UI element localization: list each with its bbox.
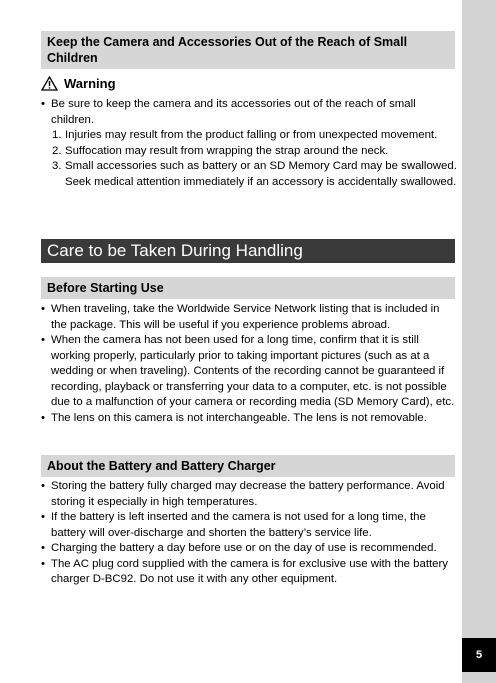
section-heading-handling: Care to be Taken During Handling <box>41 239 455 263</box>
list-item: 1. Injuries may result from the product falling or from unexpected movement. <box>52 129 438 141</box>
subsection-heading-before-use: Before Starting Use <box>41 277 455 299</box>
list-item: 3. Small accessories such as battery or an SD Memory Card may be swallowed. Seek medical attention immediately if an accessory is accidentally swallowed. <box>52 160 457 188</box>
list-item: • The AC plug cord supplied with the camera is for exclusive use with the battery charger D-BC92. Do not use it with any other equipment. <box>41 557 448 585</box>
subsection-heading-battery: About the Battery and Battery Charger <box>41 455 455 477</box>
section-heading-reach: Keep the Camera and Accessories Out of the Reach of Small Children <box>41 31 455 69</box>
list-item: • If the battery is left inserted and the camera is not used for a long time, the battery will over-discharge and shorten the battery’s service life. <box>41 511 426 539</box>
warning-label <box>41 76 116 91</box>
list-item: • Charging the battery a day before use or on the day of use is recommended. <box>41 542 437 554</box>
before-use-list <box>41 302 457 426</box>
list-item: 2. Suffocation may result from wrapping the strap around the neck. <box>52 144 389 157</box>
warning-text: Warning <box>64 76 116 91</box>
list-item: • When traveling, take the Worldwide Service Network listing that is included in the package. This will be useful if you experience problems abroad. <box>41 303 440 331</box>
list-item: • The lens on this camera is not interchangeable. The lens is not removable. <box>41 411 427 424</box>
warning-icon <box>41 76 58 91</box>
list-item: • Be sure to keep the camera and its accessories out of the reach of small children. <box>41 98 416 126</box>
list-item: • When the camera has not been used for a long time, confirm that it is still working properly, particularly prior to taking important pictures (such as at a wedding or when traveling). Contents of the recording cannot be guaranteed if recording, playback or transferring your data to a computer, etc. is not possible due to a malfunction of your camera or recording media (SD Memory Card), etc. <box>41 334 455 408</box>
side-tab-strip <box>462 0 496 683</box>
battery-list <box>41 479 457 588</box>
list-item: • Storing the battery fully charged may decrease the battery performance. Avoid storing it especially in high temperatures. <box>41 480 445 508</box>
warning-body <box>41 97 457 190</box>
page-number: 5 <box>462 638 496 672</box>
